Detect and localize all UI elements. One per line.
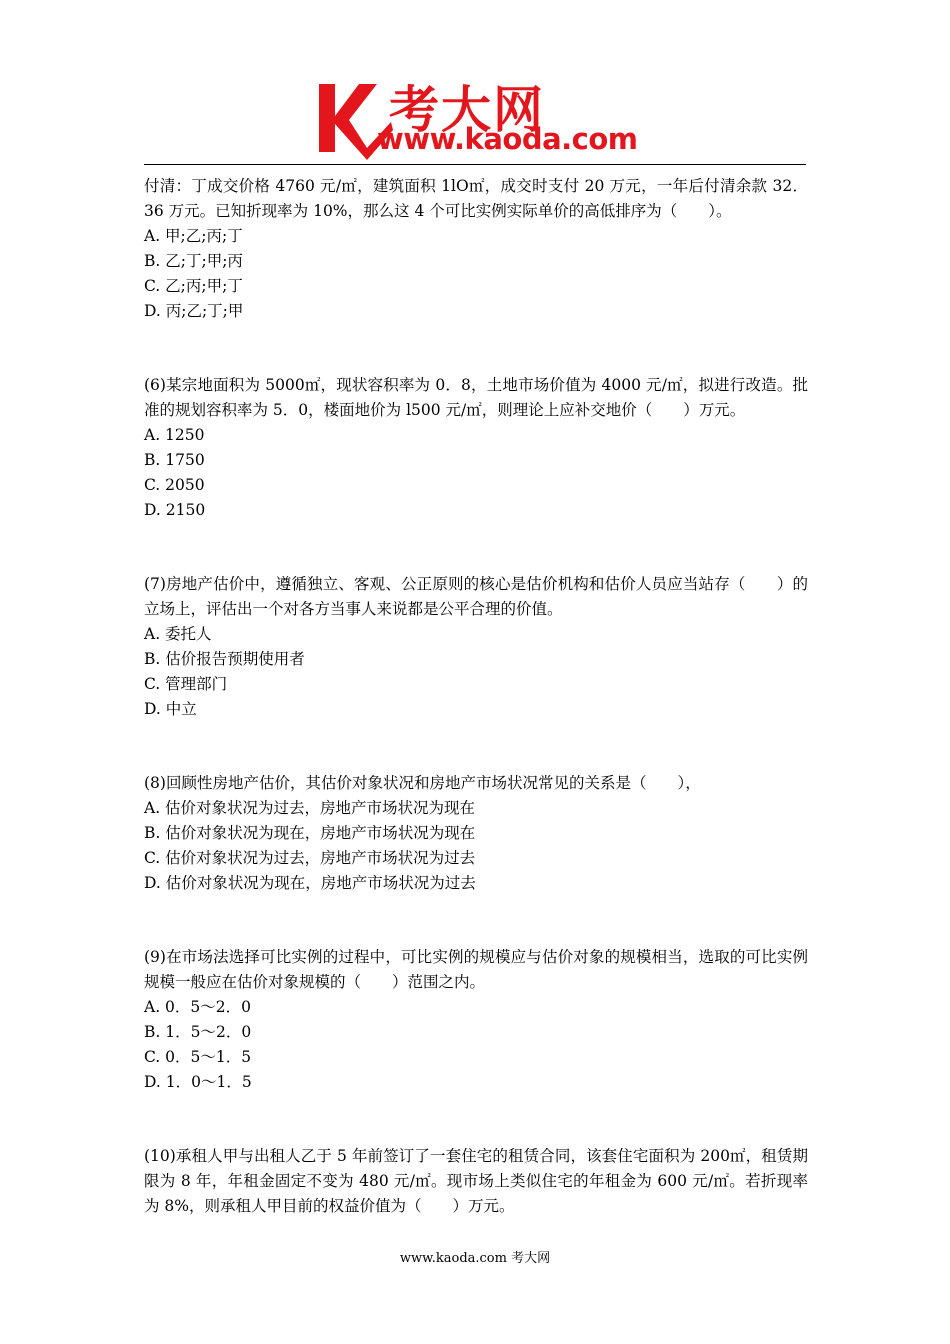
question-stem: 付清：丁成交价格 4760 元/㎡，建筑面积 1lO㎡，成交时支付 20 万元，一年后付清余款 32．36 万元。已知折现率为 10%，那么这 4 个可比实例实际单价的高低排序为（ ）。 [144,177,808,220]
header-divider [144,164,806,165]
question-item [144,771,808,896]
page-footer: www.kaoda.com 考大网 [399,1251,551,1266]
logo-url-text: www.kaoda.com [377,122,638,156]
option-a: A. 估价对象状况为过去，房地产市场状况为现在 [144,799,476,817]
question-stem: (8)回顾性房地产估价，其估价对象状况和房地产市场状况常见的关系是（ ）， [144,774,701,792]
option-d: D. 中立 [144,700,197,718]
question-stem: (7)房地产估价中，遵循独立、客观、公正原则的核心是估价机构和估价人员应当站存（ ）的立场上，评估出一个对各方当事人来说都是公平合理的价值。 [144,575,808,618]
option-d: D. 2150 [144,501,206,519]
option-c: C. 估价对象状况为过去，房地产市场状况为过去 [144,849,476,867]
option-d: D. 丙;乙;丁;甲 [144,302,244,320]
question-item [144,174,808,324]
option-d: D. 1．0～1．5 [144,1073,252,1091]
kaoda-logo[interactable] [315,78,645,162]
option-b: B. 乙;丁;甲;丙 [144,252,243,270]
option-b: B. 估价对象状况为现在，房地产市场状况为现在 [144,824,476,842]
logo-chinese-text: 考大网 [389,81,545,139]
question-stem: (10)承租人甲与出租人乙于 5 年前签订了一套住宅的租赁合同，该套住宅面积为 200㎡，租赁期限为 8 年，年租金固定不变为 480 元/㎡。现市场上类似住宅的年租金为 600 元/㎡。若折现率为 8%，则承租人甲目前的权益价值为（ ）万元。 [144,1147,808,1215]
question-item [144,373,808,523]
option-c: C. 管理部门 [144,675,228,693]
option-a: A. 甲;乙;丙;丁 [144,227,243,245]
option-b: B. 1．5～2．0 [144,1023,252,1041]
option-d: D. 估价对象状况为现在，房地产市场状况为过去 [144,874,476,892]
page-header [0,0,950,170]
option-a: A. 1250 [144,426,205,444]
question-item [144,1144,808,1219]
option-a: A. 委托人 [144,625,212,643]
question-item [144,945,808,1095]
question-stem: (6)某宗地面积为 5000㎡，现状容积率为 0．8，土地市场价值为 4000 元/㎡，拟进行改造。批准的规划容积率为 5．0，楼面地价为 l500 元/㎡，则理论上应补交地价（ ）万元。 [144,376,808,419]
option-c: C. 2050 [144,476,205,494]
option-a: A. 0．5～2．0 [144,998,251,1016]
option-c: C. 0．5～1．5 [144,1048,252,1066]
option-b: B. 1750 [144,451,205,469]
question-stem: (9)在市场法选择可比实例的过程中，可比实例的规模应与估价对象的规模相当，选取的可比实例规模一般应在估价对象规模的（ ）范围之内。 [144,948,808,991]
option-b: B. 估价报告预期使用者 [144,650,305,668]
option-c: C. 乙;丙;甲;丁 [144,277,243,295]
question-item [144,572,808,722]
question-list [144,174,808,1268]
